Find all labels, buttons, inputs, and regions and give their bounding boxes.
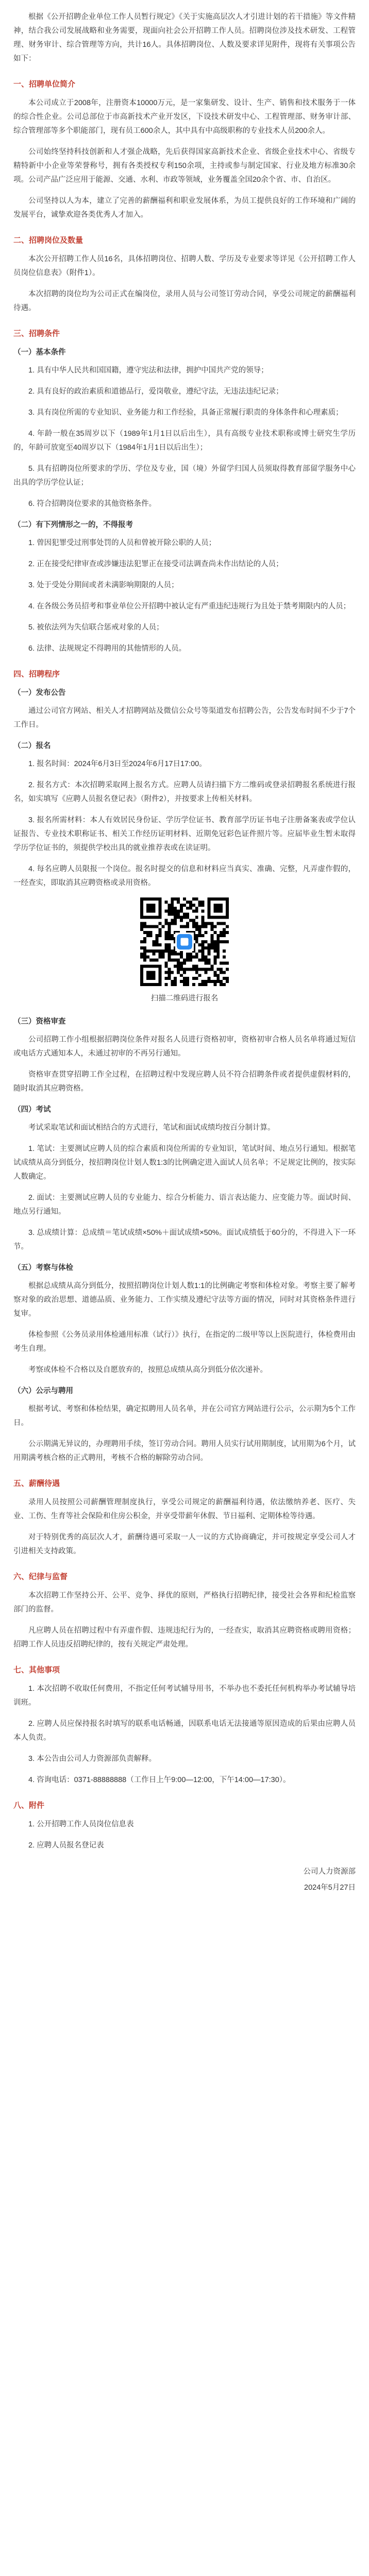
subsection-paragraph: 公司招聘工作小组根据招聘岗位条件对报名人员进行资格初审，资格初审合格人员名单将通过短信或电话方式通知本人，未通过初审的不再另行通知。 xyxy=(13,1036,356,1058)
subsection-paragraph: 1. 笔试：主要测试应聘人员的综合素质和岗位所需的专业知识，笔试时间、地点另行通知。根据笔试成绩从高分到低分，按招聘岗位计划人数1:3的比例确定进入面试人员名单；不足规定比例的，按实际人数确定。 xyxy=(13,1145,356,1181)
subsection-paragraph: 6. 符合招聘岗位要求的其他资格条件。 xyxy=(28,500,157,508)
section-title: 七、其他事项 xyxy=(13,1666,60,1674)
section-title: 六、纪律与监督 xyxy=(13,1572,68,1581)
subsection-paragraph: 考试采取笔试和面试相结合的方式进行，笔试和面试成绩均按百分制计算。 xyxy=(28,1124,275,1132)
section-title: 八、附件 xyxy=(13,1801,45,1810)
section-paragraph: 3. 本公告由公司人力资源部负责解释。 xyxy=(28,1755,157,1763)
qr-caption: 扫描二维码进行报名 xyxy=(150,994,219,1003)
subsection-paragraph: 4. 每名应聘人员限报一个岗位。报名时提交的信息和材料应当真实、准确、完整，凡弄虚作假的，一经查实，即取消其应聘资格或录用资格。 xyxy=(13,865,356,887)
subsection-paragraph: 6. 法律、法规规定不得聘用的其他情形的人员。 xyxy=(28,645,187,653)
subsection-paragraph: 4. 在各级公务员招考和事业单位公开招聘中被认定有严重违纪违规行为且处于禁考期限内的人员； xyxy=(28,602,351,611)
section-paragraph: 本次招聘的岗位均为公司正式在编岗位，录用人员与公司签订劳动合同，享受公司规定的薪酬福利待遇。 xyxy=(13,290,356,312)
subsection-paragraph: 3. 处于受处分期间或者未满影响期限的人员； xyxy=(28,581,179,589)
section-paragraph: 本次招聘工作坚持公开、公平、竞争、择优的原则，严格执行招聘纪律，接受社会各界和纪检监察部门的监督。 xyxy=(13,1591,356,1614)
section-paragraph: 公司始终坚持科技创新和人才强企战略，先后获得国家高新技术企业、省级企业技术中心、省级专精特新中小企业等荣誉称号，拥有各类授权专利150余项，主持或参与制定国家、行业及地方标准30余项。公司产品广泛应用于能源、交通、水利、市政等领域，业务覆盖全国20余个省、市、自治区。 xyxy=(13,148,356,184)
section-paragraph: 对于特别优秀的高层次人才，薪酬待遇可采取一人一议的方式协商确定，并可按规定享受公司人才引进相关支持政策。 xyxy=(13,1533,356,1555)
sections-part-1 xyxy=(13,77,356,890)
subsection-title: （二）报名 xyxy=(13,742,51,750)
subsection-paragraph: 体检参照《公务员录用体检通用标准（试行）》执行，在指定的二级甲等以上医院进行，体检费用由考生自理。 xyxy=(13,1331,356,1353)
subsection-title: （四）考试 xyxy=(13,1106,51,1114)
section-title: 四、招聘程序 xyxy=(13,670,60,679)
subsection-title: （一）发布公告 xyxy=(13,689,66,697)
section-paragraph: 本次公开招聘工作人员16名，具体招聘岗位、招聘人数、学历及专业要求等详见《公开招聘工作人员岗位信息表》（附件1）。 xyxy=(13,255,356,277)
subsection-paragraph: 根据考试、考察和体检结果，确定拟聘用人员名单，并在公司官方网站进行公示，公示期为5个工作日。 xyxy=(13,1405,356,1427)
signature-date: 2024年5月27日 xyxy=(304,1884,356,1892)
subsection-paragraph: 2. 具有良好的政治素质和道德品行，爱岗敬业，遵纪守法，无违法违纪记录； xyxy=(28,387,283,396)
section-title: 二、招聘岗位及数量 xyxy=(13,236,83,245)
subsection-paragraph: 1. 报名时间：2024年6月3日至2024年6月17日17:00。 xyxy=(28,760,207,768)
section-paragraph: 凡应聘人员在招聘过程中有弄虚作假、违规违纪行为的，一经查实，取消其应聘资格或聘用资格；招聘工作人员违反招聘纪律的，按有关规定严肃处理。 xyxy=(13,1626,356,1649)
subsection-paragraph: 公示期满无异议的，办理聘用手续，签订劳动合同。聘用人员实行试用期制度，试用期为6个月，试用期满考核合格的正式聘用，考核不合格的解除劳动合同。 xyxy=(13,1440,356,1462)
subsection-title: （三）资格审查 xyxy=(13,1018,66,1026)
section-title: 三、招聘条件 xyxy=(13,329,60,338)
section-paragraph: 本公司成立于2008年，注册资本10000万元，是一家集研发、设计、生产、销售和技术服务于一体的综合性企业。公司总部位于市高新技术产业开发区，下设技术研发中心、工程管理部、财务审计部、综合管理部等多个职能部门，现有员工600余人，其中具有中高级职称的专业技术人员200余人。 xyxy=(13,99,356,135)
subsection-paragraph: 4. 年龄一般在35周岁以下（1989年1月1日以后出生），具有高级专业技术职称或博士研究生学历的，年龄可放宽至40周岁以下（1984年1月1日以后出生）； xyxy=(13,430,356,452)
section-title: 五、薪酬待遇 xyxy=(13,1479,60,1488)
section-paragraph: 录用人员按照公司薪酬管理制度执行，享受公司规定的薪酬福利待遇，依法缴纳养老、医疗、失业、工伤、生育等社会保险和住房公积金，并享受带薪年休假、节日福利、定期体检等待遇。 xyxy=(13,1498,356,1520)
subsection-paragraph: 3. 报名所需材料：本人有效居民身份证、学历学位证书、教育部学历证书电子注册备案表或学位认证报告、专业技术职称证书、相关工作经历证明材料、近期免冠彩色证件照片等。应届毕业生暂未取得学历学位证书的，须提供学校出具的就业推荐表或在读证明。 xyxy=(13,816,356,852)
subsection-title: （一）基本条件 xyxy=(13,348,66,357)
section-paragraph: 4. 咨询电话：0371-88888888（工作日上午9:00—12:00，下午14:00—17:30）。 xyxy=(28,1776,291,1784)
section-paragraph: 1. 公开招聘工作人员岗位信息表 xyxy=(28,1820,134,1828)
subsection-paragraph: 5. 被依法列为失信联合惩戒对象的人员； xyxy=(28,623,164,632)
signature-block xyxy=(13,1865,356,1895)
intro-paragraph: 根据《公开招聘企业单位工作人员暂行规定》《关于实施高层次人才引进计划的若干措施》等文件精神，结合我公司发展战略和业务需要，现面向社会公开招聘工作人员。招聘岗位涉及技术研发、工程管理、财务审计、综合管理等方向，共计16人。具体招聘岗位、人数及要求详见附件，现将有关事项公告如下： xyxy=(13,13,356,63)
subsection-paragraph: 1. 具有中华人民共和国国籍，遵守宪法和法律，拥护中国共产党的领导； xyxy=(28,366,269,375)
subsection-paragraph: 3. 具有岗位所需的专业知识、业务能力和工作经验，具备正常履行职责的身体条件和心理素质； xyxy=(28,409,343,417)
section-paragraph: 2. 应聘人员报名登记表 xyxy=(28,1841,104,1850)
subsection-paragraph: 通过公司官方网站、相关人才招聘网站及微信公众号等渠道发布招聘公告，公告发布时间不少于7个工作日。 xyxy=(13,707,356,729)
section-paragraph: 2. 应聘人员应保持报名时填写的联系电话畅通，因联系电话无法接通等原因造成的后果由应聘人员本人负责。 xyxy=(13,1720,356,1742)
subsection-title: （六）公示与聘用 xyxy=(13,1387,73,1395)
subsection-paragraph: 3. 总成绩计算：总成绩＝笔试成绩×50%＋面试成绩×50%。面试成绩低于60分的，不得进入下一环节。 xyxy=(13,1229,356,1251)
subsection-paragraph: 2. 面试：主要测试应聘人员的专业能力、综合分析能力、语言表达能力、应变能力等。面试时间、地点另行通知。 xyxy=(13,1194,356,1216)
qr-code-image[interactable] xyxy=(140,897,229,986)
subsection-title: （二）有下列情形之一的，不得报考 xyxy=(13,521,133,529)
subsection-title: （五）考察与体检 xyxy=(13,1264,73,1272)
subsection-paragraph: 考察或体检不合格以及自愿放弃的，按照总成绩从高分到低分依次递补。 xyxy=(28,1366,267,1374)
signature-org: 公司人力资源部 xyxy=(303,1868,356,1876)
sections-part-2 xyxy=(13,1015,356,1853)
section-title: 一、招聘单位简介 xyxy=(13,80,76,89)
subsection-paragraph: 1. 曾因犯罪受过刑事处罚的人员和曾被开除公职的人员； xyxy=(28,539,216,547)
subsection-paragraph: 2. 正在接受纪律审查或涉嫌违法犯罪正在接受司法调查尚未作出结论的人员； xyxy=(28,560,283,568)
subsection-paragraph: 资格审查贯穿招聘工作全过程，在招聘过程中发现应聘人员不符合招聘条件或者提供虚假材料的，随时取消其应聘资格。 xyxy=(13,1071,356,1093)
section-paragraph: 1. 本次招聘不收取任何费用，不指定任何考试辅导用书，不举办也不委托任何机构举办考试辅导培训班。 xyxy=(13,1685,356,1707)
subsection-paragraph: 根据总成绩从高分到低分，按照招聘岗位计划人数1:1的比例确定考察和体检对象。考察主要了解考察对象的政治思想、道德品质、业务能力、工作实绩及遵纪守法等方面的情况，同时对其资格条件进行复审。 xyxy=(13,1282,356,1318)
qr-code-block xyxy=(13,897,356,1006)
subsection-paragraph: 5. 具有招聘岗位所要求的学历、学位及专业，国（境）外留学归国人员须取得教育部留学服务中心出具的学历学位认证； xyxy=(13,465,356,487)
section-paragraph: 公司坚持以人为本，建立了完善的薪酬福利和职业发展体系，为员工提供良好的工作环境和广阔的发展平台，诚挚欢迎各类优秀人才加入。 xyxy=(13,197,356,219)
subsection-paragraph: 2. 报名方式：本次招聘采取网上报名方式。应聘人员请扫描下方二维码或登录招聘报名系统进行报名，如实填写《应聘人员报名登记表》（附件2），并按要求上传相关材料。 xyxy=(13,781,356,803)
